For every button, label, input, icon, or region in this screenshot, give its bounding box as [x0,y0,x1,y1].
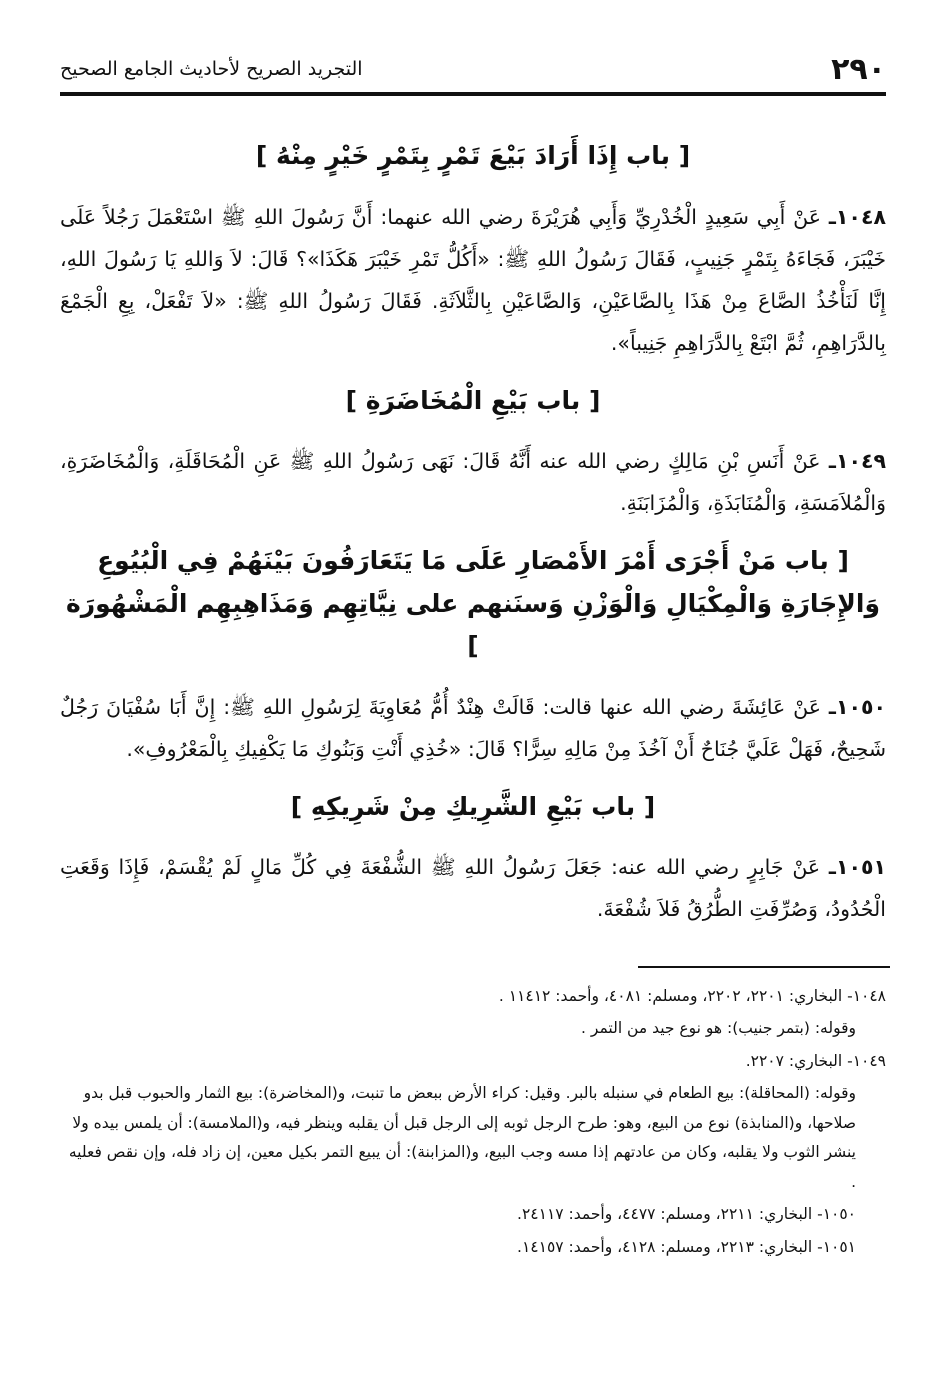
hadith-number: ١٠٥١ـ [828,855,886,880]
chapter-heading: [ باب بَيْعِ الشَّرِيكِ مِنْ شَرِيكِهِ ] [290,791,656,821]
hadith-number: ١٠٤٨ـ [828,204,886,229]
hadith-text: عَنْ أَنَسِ بْنِ مَالِكٍ رضي الله عنه أَنَّهُ قَالَ: نَهَى رَسُولُ اللهِ ﷺ عَنِ الْمُحَاقَلَةِ، وَالْمُخَاضَرَةِ، وَالْمُلاَمَسَةِ، وَالْمُنَابَذَةِ، وَالْمُزَابَنَةِ. [60,449,886,516]
footnote-line: وقوله: (بتمر جنيب): هو نوع جيد من التمر . [581,1019,856,1038]
chapter-heading: [ باب إِذَا أَرَادَ بَيْعَ تَمْرٍ بِتَمْرٍ خَيْرٍ مِنْهُ ] [255,141,691,170]
main-content [60,135,886,946]
chapter-heading: [ باب بَيْعِ الْمُخَاضَرَةِ ] [345,385,601,415]
footnote-line: ١٠٤٨- البخاري: ٢٢٠١، ٢٢٠٢، ومسلم: ٤٠٨١، وأحمد: ١١٤١٢ . [498,987,886,1005]
page-number: ٢٩٠ [831,52,886,87]
hadith-paragraph [60,846,886,930]
header-rule [60,92,886,96]
footnotes [60,982,886,1265]
hadith-text: عَنْ جَابِرٍ رضي الله عنه: جَعَلَ رَسُولُ اللهِ ﷺ الشُّفْعَةَ فِي كُلِّ مَالٍ لَمْ يُقْسَمْ، فَإِذَا وَقَعَتِ الْحُدُودُ، وَصُرِّفَتِ الطُّرُقُ فَلاَ شُفْعَةَ. [60,855,886,922]
footnote-line: ١٠٥١- البخاري: ٢٢١٣، ومسلم: ٤١٢٨، وأحمد: ١٤١٥٧. [517,1237,856,1256]
footnote-rule [638,966,890,968]
running-title: التجريد الصريح لأحاديث الجامع الصحيح [60,58,363,80]
hadith-paragraph [60,440,886,524]
hadith-number: ١٠٥٠ـ [828,694,886,719]
hadith-paragraph [60,196,886,364]
hadith-text: عَنْ عَائِشَةَ رضي الله عنها قالت: قَالَتْ هِنْدٌ أُمُّ مُعَاوِيَةَ لِرَسُولِ اللهِ ﷺ: إِنَّ أَبَا سُفْيَانَ رَجُلٌ شَحِيحٌ، فَهَلْ عَلَيَّ جُنَاحٌ أَنْ آخُذَ مِنْ مَالِهِ سِرًّا؟ قَالَ: «خُذِي أَنْتِ وَبَنُوكِ مَا يَكْفِيكِ بِالْمَعْرُوفِ». [60,694,886,761]
hadith-text: عَنْ أَبِي سَعِيدٍ الْخُدْرِيِّ وَأَبِي هُرَيْرَةَ رضي الله عنهما: أَنَّ رَسُولَ اللهِ ﷺ اسْتَعْمَلَ رَجُلاً عَلَى خَيْبَرَ، فَجَاءَهُ بِتَمْرٍ جَنِيبٍ، فَقَالَ رَسُولُ اللهِ ﷺ: «أَكُلُّ تَمْرِ خَيْبَرَ هَكَذَا»؟ قَالَ: لاَ وَاللهِ يَا رَسُولَ اللهِ، إِنَّا لَنَأْخُذُ الصَّاعَ مِنْ هَذَا بِالصَّاعَيْنِ، وَالصَّاعَيْنِ بِالثَّلاَثَةِ. فَقَالَ رَسُولُ اللهِ ﷺ: «لاَ تَفْعَلْ، بِعِ الْجَمْعَ بِالدَّرَاهِمِ، ثُمَّ ابْتَعْ بِالدَّرَاهِمِ جَنِيباً». [60,204,886,355]
hadith-paragraph [60,686,886,770]
footnote-line: ١٠٥٠- البخاري: ٢٢١١، ومسلم: ٤٤٧٧، وأحمد: ٢٤١١٧. [517,1205,856,1224]
chapter-heading: [ باب مَنْ أَجْرَى أَمْرَ الأَمْصَارِ عَلَى مَا يَتَعَارَفُونَ بَيْنَهُمْ فِي الْبُيُوعِ وَالإِجَارَةِ وَالْمِكْيَالِ وَالْوَزْنِ وَسنَنهم على نِيَّاتِهِم وَمَذَاهِبِهِم الْمَشْهُورَة ] [65,546,881,661]
footnote-line: ١٠٤٩- البخاري: ٢٢٠٧. [745,1051,886,1070]
footnote-line: وقوله: (المحاقلة): بيع الطعام في سنبله بالبر. وقيل: كراء الأرض ببعض ما تنبت، و(المخاضرة): بيع الثمار والحبوب قبل بدو صلاحها، و(المنابذة) نوع من البيع، وهو: طرح الرجل ثوبه إلى الرجل قبل أن يقلبه وينظر فيه، و(الملامسة): أن يلمس بيده ولا ينشر الثوب ولا يقلبه، وكان من عادتهم إذا مسه وجب البيع، و(المزابنة): أن يبيع التمر بكيل معين، إن زاد فله، وإن نقص فعليه . [68,1084,856,1191]
page-header [60,48,886,90]
hadith-number: ١٠٤٩ـ [828,449,886,474]
